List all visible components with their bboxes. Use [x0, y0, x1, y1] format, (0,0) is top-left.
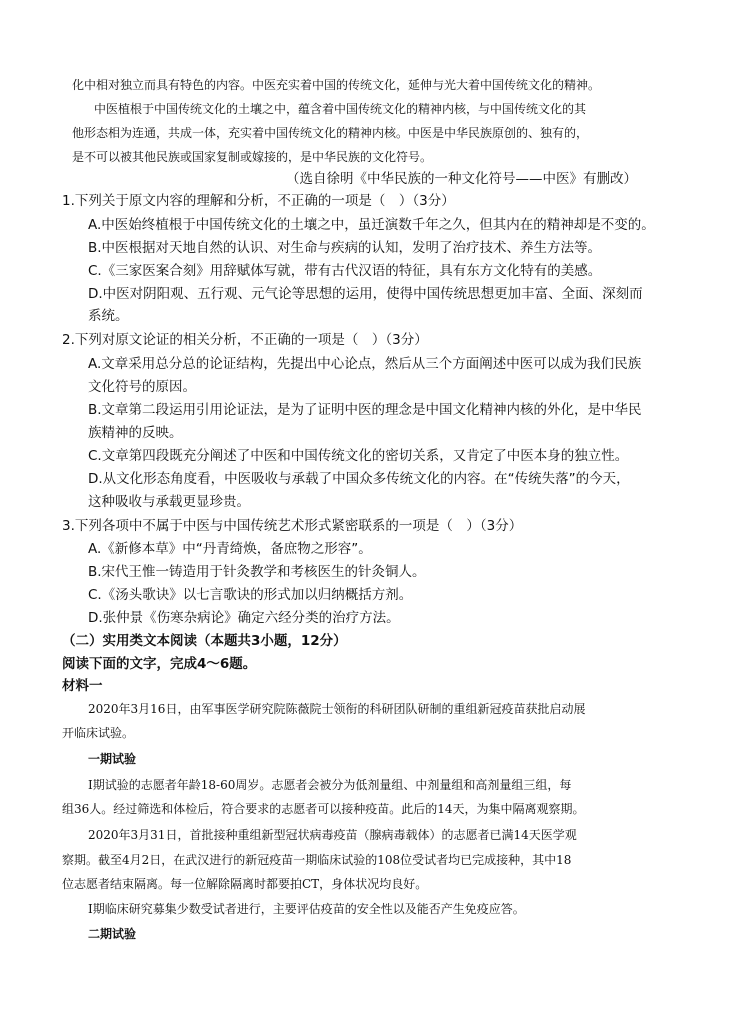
question-2-option-c: C.文章第四段既充分阐述了中医和中国传统文化的密切关系，又肯定了中医本身的独立性。 [88, 448, 629, 464]
material-1-para-3-cont: 察期。截至4月2日，在武汉进行的新冠疫苗一期临床试验的108位受试者均已完成接种，其中18 [62, 853, 572, 867]
phase-1-heading: 一期试验 [88, 752, 137, 766]
material-1-para-3: 2020年3月31日，首批接种重组新型冠状病毒疫苗（腺病毒载体）的志愿者已满14天医学观 [88, 828, 577, 842]
question-1-option-a: A.中医始终植根于中国传统文化的土壤之中，虽迁演数千年之久，但其内在的精神却是不变的。 [88, 217, 655, 233]
passage-line-4: 是不可以被其他民族或国家复制或嫁接的，是中华民族的文化符号。 [72, 150, 433, 164]
question-2-option-a-cont: 文化符号的原因。 [88, 379, 196, 395]
material-1-para-1-cont: 开临床试验。 [62, 726, 135, 740]
passage-line-3: 他形态相为连通，共成一体，充实着中国传统文化的精神内核。中医是中华民族原创的、独有的， [72, 126, 589, 140]
question-1-option-d-cont: 系统。 [88, 308, 129, 324]
passage-line-1: 化中相对独立而具有特色的内容。中医充实着中国的传统文化，延伸与光大着中国传统文化的精神。 [72, 78, 601, 92]
material-1-para-1: 2020年3月16日，由军事医学研究院陈薇院士领衔的科研团队研制的重组新冠疫苗获批启动展 [88, 702, 586, 716]
question-1-option-d: D.中医对阴阳观、五行观、元气论等思想的运用，使得中国传统思想更加丰富、全面、深刻而 [88, 286, 643, 302]
question-3-option-a: A.《新修本草》中“丹青绮焕，备庶物之形容”。 [88, 541, 372, 557]
section-2-instruction: 阅读下面的文字，完成4～6题。 [62, 656, 257, 672]
material-1-para-2-cont: 组36人。经过筛选和体检后，符合要求的志愿者可以接种疫苗。此后的14天，为集中隔离观察期。 [62, 802, 585, 816]
question-3-option-d: D.张仲景《伤寒杂病论》确定六经分类的治疗方法。 [88, 610, 400, 626]
question-2-option-b-cont: 族精神的反映。 [88, 425, 183, 441]
question-2-option-d: D.从文化形态角度看，中医吸收与承载了中国众多传统文化的内容。在“传统失落”的今天， [88, 471, 630, 487]
material-1-para-4: Ⅰ期临床研究募集少数受试者进行，主要评估疫苗的安全性以及能否产生免疫应答。 [88, 902, 525, 916]
question-2-stem: 2.下列对原文论证的相关分析，不正确的一项是（ ）（3分） [62, 332, 428, 348]
material-1-para-3-cont-2: 位志愿者结束隔离。每一位解除隔离时都要拍CT，身体状况均良好。 [62, 877, 428, 891]
question-2-option-d-cont: 这种吸收与承载更显珍贵。 [88, 494, 250, 510]
passage-source: （选自徐明《中华民族的一种文化符号——中医》有删改） [286, 171, 637, 187]
question-3-option-c: C.《汤头歌诀》以七言歌诀的形式加以归纳概括方剂。 [88, 587, 413, 603]
passage-line-2: 中医植根于中国传统文化的土壤之中，蕴含着中国传统文化的精神内核，与中国传统文化的其 [94, 102, 587, 116]
section-2-title: （二）实用类文本阅读（本题共3小题，12分） [62, 633, 347, 649]
question-1-stem: 1.下列关于原文内容的理解和分析，不正确的一项是（ ）（3分） [62, 193, 455, 209]
material-1-para-2: Ⅰ期试验的志愿者年龄18-60周岁。志愿者会被分为低剂量组、中剂量组和高剂量组三组，每 [88, 778, 572, 792]
phase-2-heading: 二期试验 [88, 927, 137, 941]
question-2-option-a: A.文章采用总分总的论证结构，先提出中心论点，然后从三个方面阐述中医可以成为我们民族 [88, 356, 642, 372]
question-3-option-b: B.宋代王惟一铸造用于针灸教学和考核医生的针灸铜人。 [88, 564, 426, 580]
material-1-heading: 材料一 [62, 678, 103, 694]
question-1-option-c: C.《三家医案合刻》用辞赋体写就，带有古代汉语的特征，具有东方文化特有的美感。 [88, 263, 602, 279]
question-2-option-b: B.文章第二段运用引用论证法，是为了证明中医的理念是中国文化精神内核的外化，是中华民 [88, 402, 642, 418]
question-3-stem: 3.下列各项中不属于中医与中国传统艺术形式紧密联系的一项是（ ）（3分） [62, 518, 523, 534]
question-1-option-b: B.中医根据对天地自然的认识、对生命与疾病的认知，发明了治疗技术、养生方法等。 [88, 240, 602, 256]
